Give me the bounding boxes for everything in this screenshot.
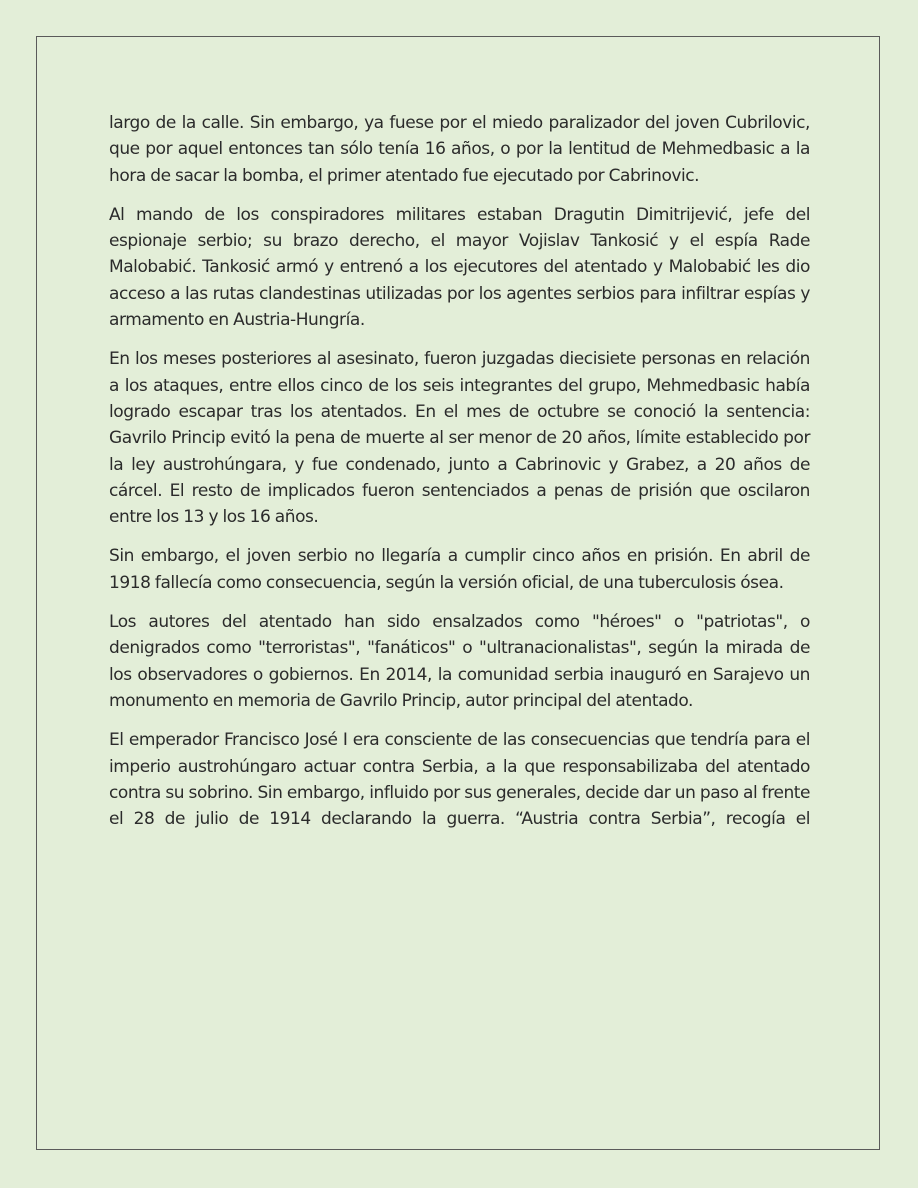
paragraph-2: Al mando de los conspiradores militares estaban Dragutin Dimitrijević, jefe del espionaje serbio; su brazo derecho, el mayor Vojislav Tankosić y el espía Rade Malobabić. Tankosić armó y entrenó a los ejecutores del atentado y Malobabić les dio acceso a las rutas clandestinas utilizadas por los agentes serbios para infiltrar espías y armamento en Austria-Hungría. xyxy=(109,204,810,331)
paragraph-6: El emperador Francisco José I era consciente de las consecuencias que tendría para el imperio austrohúngaro actuar contra Serbia, a la que responsabilizaba del atentado contra su sobrino. Sin embargo, influido por sus generales, decide dar un paso al frente el 28 de julio de 1914 declarando la guerra. “Austria contra Serbia”, recogía el xyxy=(109,730,810,830)
paragraph-1: largo de la calle. Sin embargo, ya fuese por el miedo paralizador del joven Cubrilovic, que por aquel entonces tan sólo tenía 16 años, o por la lentitud de Mehmedbasic a la hora de sacar la bomba, el primer atentado fue ejecutado por Cabrinovic. xyxy=(109,113,810,186)
paragraph-5: Los autores del atentado han sido ensalzados como "héroes" o "patriotas", o denigrados como "terroristas", "fanáticos" o "ultranacionalistas", según la mirada de los observadores o gobiernos. En 2014, la comunidad serbia inauguró en Sarajevo un monumento en memoria de Gavrilo Princip, autor principal del atentado. xyxy=(109,612,810,711)
paragraph-4: Sin embargo, el joven serbio no llegaría a cumplir cinco años en prisión. En abril de 1918 fallecía como consecuencia, según la versión oficial, de una tuberculosis ósea. xyxy=(109,546,810,593)
paragraph-3: En los meses posteriores al asesinato, fueron juzgadas diecisiete personas en relación a los ataques, entre ellos cinco de los seis integrantes del grupo, Mehmedbasic había logrado escapar tras los atentados. En el mes de octubre se conoció la sentencia: Gavrilo Princip evitó la pena de muerte al ser menor de 20 años, límite establecido por la ley austrohúngara, y fue condenado, junto a Cabrinovic y Grabez, a 20 años de cárcel. El resto de implicados fueron sentenciados a penas de prisión que oscilaron entre los 13 y los 16 años. xyxy=(109,349,810,528)
document-body xyxy=(109,110,810,845)
